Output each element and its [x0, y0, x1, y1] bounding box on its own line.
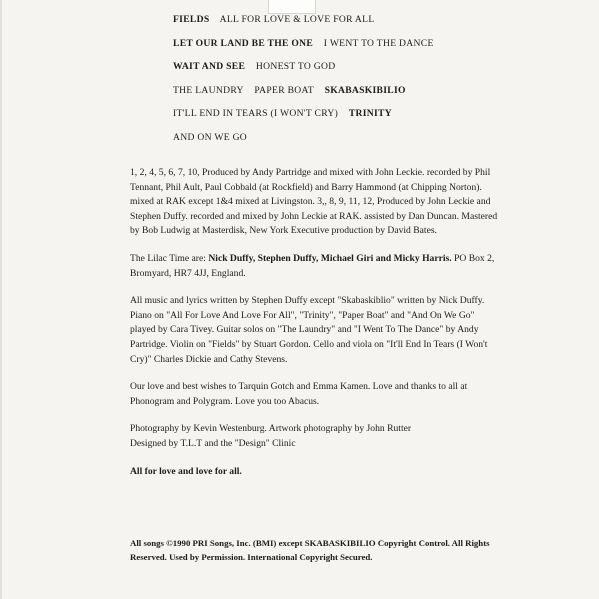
track-row	[173, 61, 533, 85]
track-title: LET OUR LAND BE THE ONE	[173, 37, 314, 49]
track-title: WAIT AND SEE	[173, 61, 246, 72]
paper-tab	[268, 0, 316, 14]
copyright-notice: All songs ©1990 PRI Songs, Inc. (BMI) except SKABASKIBILIO Copyright Control. All Rights Reserved. Used by Permission. International Copyright Secured.	[130, 538, 490, 562]
photo-credits: Photography by Kevin Westenburg. Artwork photography by John Rutter	[130, 423, 412, 435]
credits	[130, 166, 500, 492]
thanks: Our love and best wishes to Tarquin Gotch and Emma Kamen. Love and thanks to all at Phonogram and Polygram. Love you too Abacus.	[130, 381, 468, 407]
page-edge	[0, 0, 2, 599]
lineup-prefix: The Lilac Time are:	[130, 252, 209, 264]
music-credits: All music and lyrics written by Stephen Duffy except "Skabaskiblio" written by Nick Duffy. Piano on "All For Love And Love For All", "Trinity", "Paper Boat" and "And On We Go" played by Cara Tivey. Guitar solos on "The Laundry" and "I Went To The Dance" by Andy Partridge. Violin on "Fields" by Stuart Gordon. Cello and viola on "It'll End In Tears (I Won't Cry)" Charles Dickie and Cathy Stevens.	[130, 295, 488, 365]
tracklist	[173, 14, 533, 155]
track-row	[173, 132, 533, 156]
closing-line: All for love and love for all.	[130, 465, 242, 477]
track-title: TRINITY	[348, 108, 392, 119]
track-title: AND ON WE GO	[173, 131, 248, 143]
production-credits: 1, 2, 4, 5, 6, 7, 10, Produced by Andy Partridge and mixed with John Leckie. recorded by Phil Tennant, Phil Ault, Paul Cobbald (at Rockfield) and Barry Hammond (at Chipping Norton). mixed at RAK except 1&4 mixed at Livingston. 3,, 8, 9, 11, 12, Produced by John Leckie and Stephen Duffy. recorded and mixed by John Leckie at RAK. assisted by Dan Duncan. Mastered by Bob Ludwig at Masterdisk, New York Executive production by David Bates.	[130, 167, 498, 237]
track-title: PAPER BOAT	[254, 84, 314, 96]
track-title: I WENT TO THE DANCE	[323, 37, 434, 49]
track-row	[173, 38, 533, 62]
design-credits: Designed by T.L.T and the "Design" Clinic	[130, 437, 296, 449]
lineup	[130, 252, 500, 281]
track-title: IT'LL END IN TEARS (I WON'T CRY)	[173, 108, 339, 119]
track-row	[173, 85, 533, 109]
track-title: ALL FOR LOVE & LOVE FOR ALL	[219, 14, 375, 25]
track-title: FIELDS	[173, 14, 210, 25]
track-row	[173, 108, 533, 132]
track-title: THE LAUNDRY	[173, 84, 244, 96]
track-row	[173, 14, 533, 38]
track-title: HONEST TO GOD	[255, 61, 336, 72]
lineup-address: PO Box 2, Bromyard, HR7 4JJ, England.	[130, 252, 495, 279]
track-title: SKABASKIBILIO	[324, 84, 406, 96]
lineup-members: Nick Duffy, Stephen Duffy, Michael Giri and Micky Harris.	[208, 252, 452, 264]
